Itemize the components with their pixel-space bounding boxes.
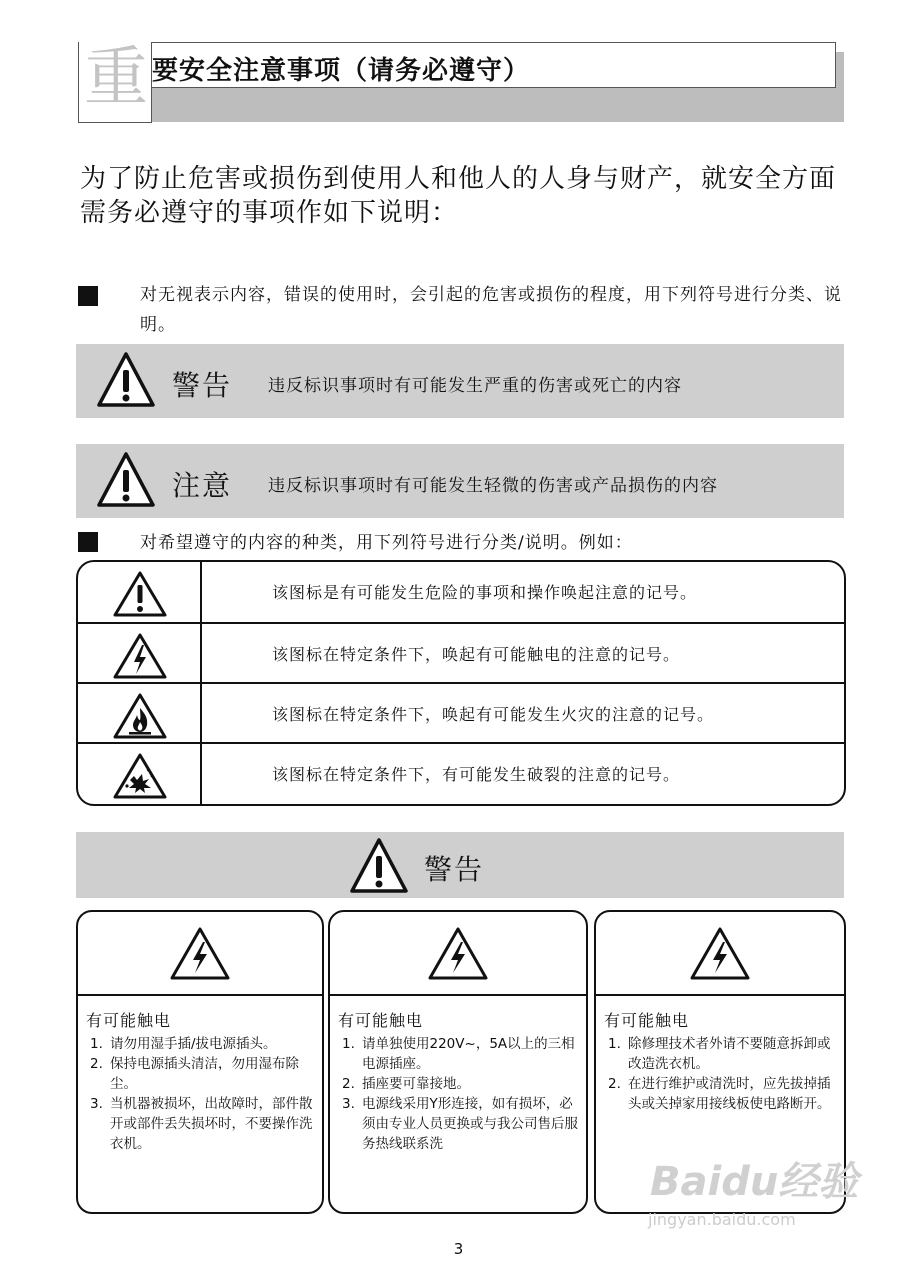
card-title: 有可能触电 (604, 1011, 690, 1030)
electric-shock-icon (427, 926, 489, 982)
card-list (90, 1034, 316, 1154)
bullet-square (78, 286, 98, 306)
warning-level-label: 警告 (172, 369, 233, 402)
symbol-row (78, 562, 844, 622)
list-item: 1. 除修理技术者外请不要随意拆卸或改造洗衣机。 (608, 1036, 831, 1072)
symbol-desc: 该图标在特定条件下，唤起有可能发生火灾的注意的记号。 (272, 705, 715, 724)
list-item: 2. 在进行维护或清洗时，应先拔掉插头或关掉家用接线板使电路断开。 (608, 1076, 831, 1112)
list-item: 3. 当机器被损坏，出故障时，部件散开或部件丢失损坏时，不要操作洗衣机。 (90, 1096, 313, 1152)
electric-shock-icon (169, 926, 231, 982)
card-list (608, 1034, 838, 1114)
symbol-table (76, 560, 846, 806)
baidu-watermark: Baidu经验 (650, 1159, 859, 1205)
bullet-square (78, 532, 98, 552)
explosion-icon (112, 752, 168, 800)
section2-text: 对希望遵守的内容的种类，用下列符号进行分类/说明。例如： (140, 533, 633, 553)
page-title: 要安全注意事项（请务必遵守） (152, 56, 531, 86)
card-title: 有可能触电 (338, 1011, 424, 1030)
list-item: 3. 电源线采用Y形连接，如有损坏，必须由专业人员更换或与我公司售后服务热线联系洗 (342, 1096, 578, 1152)
intro-text: 为了防止危害或损伤到使用人和他人的人身与财产，就安全方面需务必遵守的事项作如下说明： (80, 164, 837, 228)
caution-icon (96, 450, 156, 510)
title-big-char: 重 (84, 41, 148, 115)
warning-level-desc: 违反标识事项时有可能发生严重的伤害或死亡的内容 (268, 376, 682, 396)
warning-icon (348, 836, 410, 896)
symbol-row (78, 624, 844, 684)
fire-icon (112, 692, 168, 740)
caution-level-desc: 违反标识事项时有可能发生轻微的伤害或产品损伤的内容 (268, 476, 718, 496)
symbol-desc: 该图标在特定条件下，唤起有可能触电的注意的记号。 (272, 645, 681, 664)
warning-card (76, 910, 324, 1214)
warning-icon (96, 350, 156, 410)
card-title: 有可能触电 (86, 1011, 172, 1030)
warning-card (328, 910, 588, 1214)
electric-shock-icon (112, 632, 168, 680)
symbol-desc: 该图标在特定条件下，有可能发生破裂的注意的记号。 (272, 765, 681, 784)
watermark-url: jingyan.baidu.com (648, 1210, 796, 1229)
page-number: 3 (453, 1240, 464, 1258)
symbol-desc: 该图标是有可能发生危险的事项和操作唤起注意的记号。 (272, 583, 698, 602)
list-item: 1. 请勿用湿手插/拔电源插头。 (90, 1036, 277, 1052)
card-list (342, 1034, 580, 1154)
symbol-row (78, 744, 844, 804)
section1-text: 对无视表示内容，错误的使用时，会引起的危害或损伤的程度，用下列符号进行分类、说明。 (140, 285, 842, 335)
list-item: 2. 插座要可靠接地。 (342, 1076, 470, 1092)
symbol-row (78, 684, 844, 744)
list-item: 2. 保持电源插头清洁，勿用湿布除尘。 (90, 1056, 299, 1092)
warning-header-label: 警告 (424, 853, 485, 886)
electric-shock-icon (689, 926, 751, 982)
list-item: 1. 请单独使用220V~，5A以上的三相电源插座。 (342, 1036, 575, 1072)
warning-icon (112, 570, 168, 618)
caution-level-label: 注意 (172, 469, 233, 502)
